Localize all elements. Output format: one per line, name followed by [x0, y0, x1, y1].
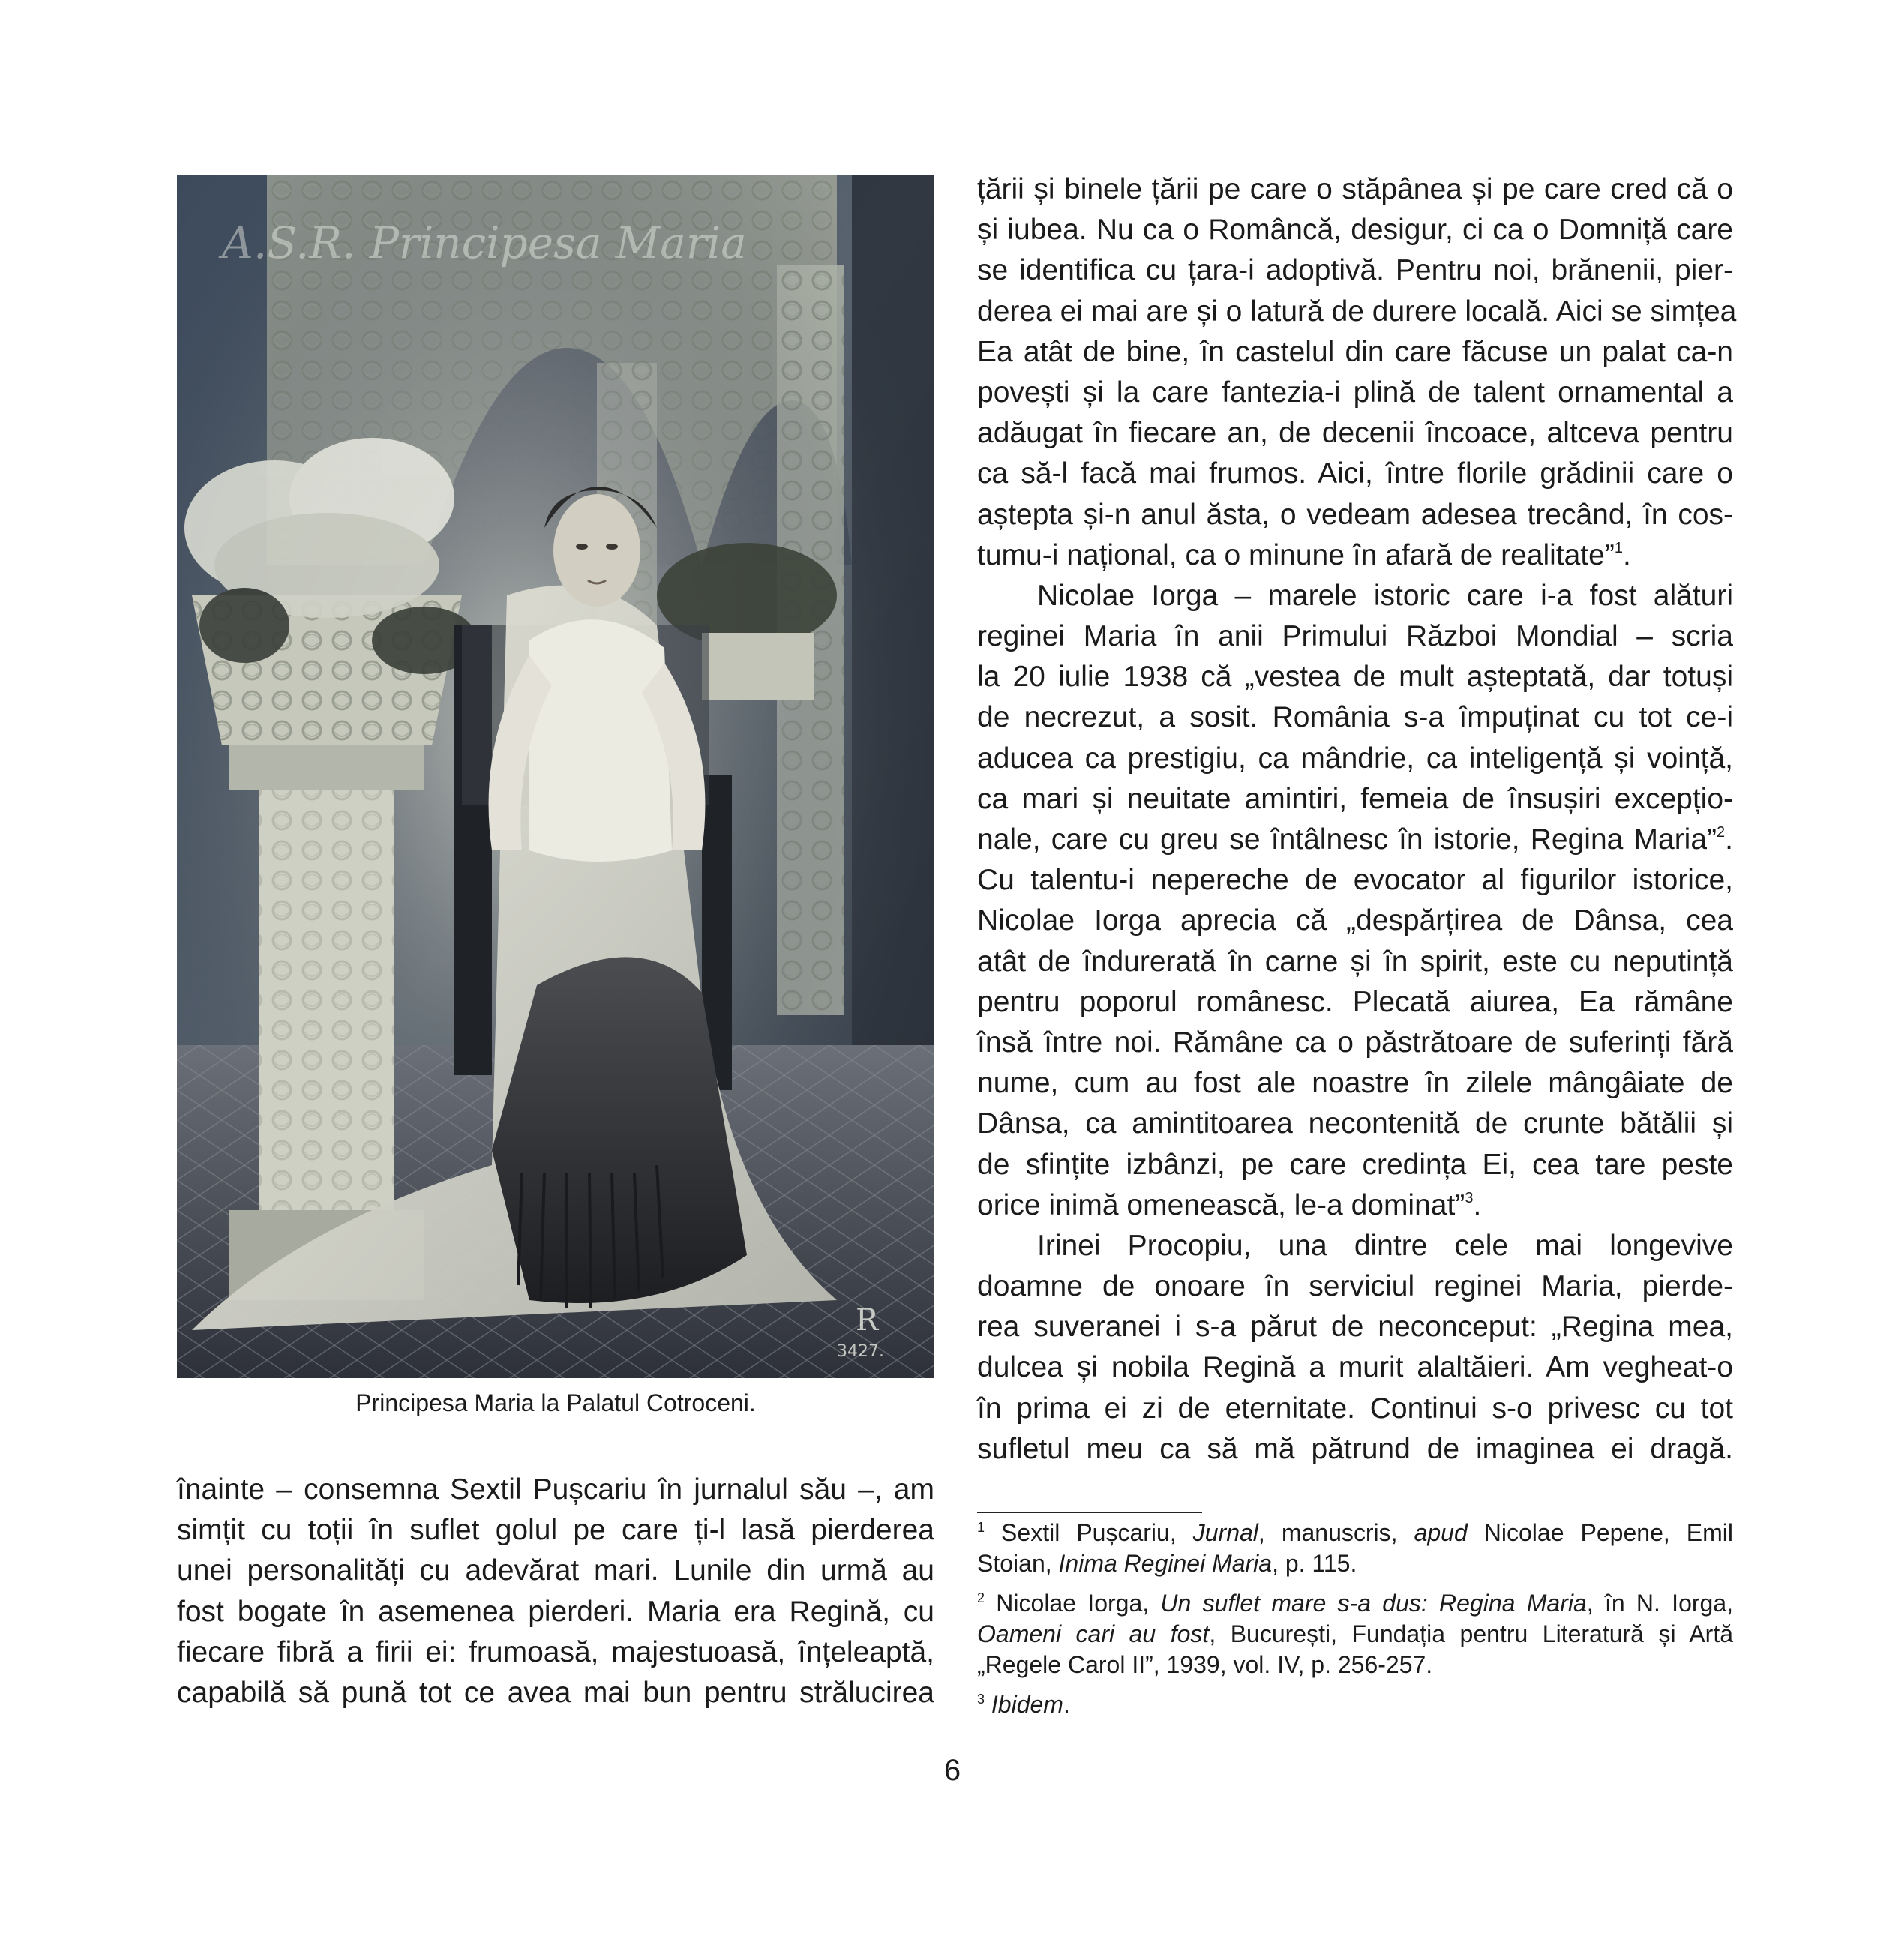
- footnote-text: , p. 115.: [1272, 1550, 1357, 1577]
- text-line: sufletul meu ca să mă pătrund de imaginea ei dragă.: [977, 1432, 1733, 1465]
- footnote-1: [977, 1518, 1733, 1579]
- footnote-text: Nicolae Pepene, Emil: [1467, 1519, 1733, 1546]
- footnote-number: 3: [977, 1692, 985, 1707]
- footnote-title: Oameni cari au fost: [977, 1620, 1210, 1647]
- footnote-number: 2: [977, 1590, 985, 1605]
- photo-principesa-maria: [177, 175, 934, 1378]
- text-line: Irinei Procopiu, una dintre cele mai longevive: [1037, 1229, 1733, 1262]
- footnote-2: [977, 1588, 1733, 1680]
- footnote-text: , manuscris,: [1258, 1519, 1414, 1546]
- text-line: la 20 iulie 1938 că „vestea de mult așteptată, dar totuși: [977, 661, 1733, 694]
- text-fragment: .: [1622, 538, 1631, 571]
- photo-illustration: [177, 175, 934, 1378]
- text-line: însă între noi. Rămâne ca o păstrătoare de suferinți fără: [977, 1026, 1733, 1059]
- footnote-line: „Regele Carol II”, 1939, vol. IV, p. 256-257.: [977, 1651, 1433, 1678]
- text-line: aducea ca prestigiu, ca mândrie, ca inteligență și voință,: [977, 742, 1733, 775]
- text-fragment: tumu-i național, ca o minune în afară de realitate”: [977, 538, 1615, 571]
- text-line: simțit cu toții în suflet golul pe care ți-l lasă pierderea: [177, 1514, 934, 1547]
- footnotes: [977, 1518, 1733, 1729]
- footnote-ref-1[interactable]: 1: [1614, 539, 1623, 556]
- text-fragment: .: [1473, 1188, 1482, 1221]
- text-line: și iubea. Nu ca o Româncă, desigur, ci ca o Domniță care: [977, 214, 1733, 247]
- footnote-text: .: [1063, 1691, 1070, 1718]
- text-fragment: orice inimă omenească, le-a dominat”: [977, 1188, 1465, 1221]
- text-line: se identifica cu țara-i adoptivă. Pentru noi, brănenii, pier-: [977, 254, 1733, 287]
- footnote-line: [977, 1689, 1733, 1720]
- text-line: Ea atât de bine, în castelul din care făcuse un palat ca-n: [977, 335, 1733, 368]
- text-line: reginei Maria în anii Primului Război Mondial – scria: [977, 620, 1733, 653]
- photo-inscription: A.S.R. Principesa Maria: [222, 217, 747, 268]
- footnote-ref-3[interactable]: 3: [1465, 1189, 1474, 1206]
- photo-mark: 3427.: [837, 1342, 884, 1361]
- text-line: Dânsa, ca amintitoarea necontenită de crunte bătălii și: [977, 1107, 1733, 1140]
- text-line: ca să-l facă mai frumos. Aici, între florile grădinii care o: [977, 457, 1733, 490]
- text-fragment: nale, care cu greu se întâlnesc în istorie, Regina Maria”: [977, 823, 1717, 856]
- text-line: de sfințite izbânzi, pe care credința Ei, cea tare peste: [977, 1148, 1733, 1181]
- svg-text:R: R: [856, 1303, 879, 1338]
- footnote-ref-2[interactable]: 2: [1717, 824, 1726, 841]
- left-column-text: [177, 1470, 934, 1713]
- text-line: aștepta și-n anul ăsta, o vedeam adesea trecând, în cos-: [977, 498, 1733, 531]
- footnote-line: [977, 1548, 1733, 1579]
- text-line: Nicolae Iorga aprecia că „despărțirea de Dânsa, cea: [977, 904, 1733, 937]
- footnote-line: [977, 1588, 1733, 1619]
- text-line: dulcea și nobila Regină a murit alaltăieri. Am vegheat-o: [977, 1351, 1733, 1384]
- text-line: [977, 1185, 1733, 1226]
- footnote-text: Ibidem: [991, 1691, 1063, 1718]
- footnote-title: Jurnal: [1192, 1519, 1258, 1546]
- text-line: [977, 535, 1733, 576]
- footnote-line: [977, 1619, 1733, 1650]
- text-fragment: .: [1725, 823, 1733, 856]
- footnote-text: , în N. Iorga,: [1586, 1590, 1733, 1617]
- footnote-text: Nicolae Iorga,: [996, 1590, 1161, 1617]
- text-line: de necrezut, a sosit. România s-a împuținat cu tot ce-i: [977, 701, 1733, 734]
- right-column-text: [977, 169, 1737, 1470]
- footnote-number: 1: [977, 1520, 985, 1535]
- footnote-text: Stoian,: [977, 1550, 1059, 1577]
- text-line: unei personalități cu adevărat mari. Lunile din urmă au: [177, 1554, 934, 1587]
- text-line: Cu talentu-i nepereche de evocator al figurilor istorice,: [977, 864, 1733, 897]
- footnote-separator: [977, 1512, 1202, 1513]
- text-line: capabilă să pună tot ce avea mai bun pentru strălucirea: [177, 1676, 934, 1709]
- text-line: povești și la care fantezia-i plină de talent ornamental a: [977, 376, 1733, 409]
- text-line: adăugat în fiecare an, de decenii încoace, altceva pentru: [977, 417, 1733, 450]
- footnote-text: Sextil Pușcariu,: [1001, 1519, 1193, 1546]
- text-line: pentru poporul românesc. Plecată aiurea, Ea rămâne: [977, 985, 1733, 1018]
- text-line: fost bogate în asemenea pierderi. Maria era Regină, cu: [177, 1595, 934, 1628]
- photo-caption: Principesa Maria la Palatul Cotroceni.: [355, 1389, 756, 1416]
- footnote-text: apud: [1414, 1519, 1468, 1546]
- text-line: nume, cum au fost ale noastre în zilele mângâiate de: [977, 1067, 1733, 1100]
- page-number: 6: [943, 1754, 961, 1787]
- footnote-text: , București, Fundația pentru Literatură și Artă: [1209, 1620, 1734, 1647]
- text-line: în prima ei zi de eternitate. Continui s-o privesc cu tot: [977, 1392, 1733, 1425]
- text-line: ca mari și neuitate amintiri, femeia de însușiri excepțio-: [977, 782, 1733, 815]
- footnote-title: Un suflet mare s-a dus: Regina Maria: [1160, 1590, 1587, 1617]
- text-line: Nicolae Iorga – marele istoric care i-a fost alături: [1037, 579, 1733, 612]
- text-line: fiecare fibră a firii ei: frumoasă, majestuoasă, înțeleaptă,: [177, 1635, 934, 1668]
- text-line: atât de îndurerată în carne și în spirit, este cu neputință: [977, 945, 1733, 978]
- text-line: derea ei mai are și o latură de durere locală. Aici se simțea: [977, 295, 1737, 328]
- text-line: [977, 820, 1733, 860]
- footnote-3: [977, 1689, 1733, 1720]
- footnote-line: [977, 1518, 1733, 1548]
- text-line: înainte – consemna Sextil Pușcariu în jurnalul său –, am: [177, 1473, 934, 1506]
- text-line: doamne de onoare în serviciul reginei Maria, pierde-: [977, 1270, 1733, 1303]
- text-line: rea suveranei i s-a părut de neconceput: „Regina mea,: [977, 1311, 1733, 1344]
- footnote-title: Inima Reginei Maria: [1058, 1550, 1273, 1577]
- text-line: țării și binele țării pe care o stăpânea și pe care cred că o: [977, 173, 1733, 205]
